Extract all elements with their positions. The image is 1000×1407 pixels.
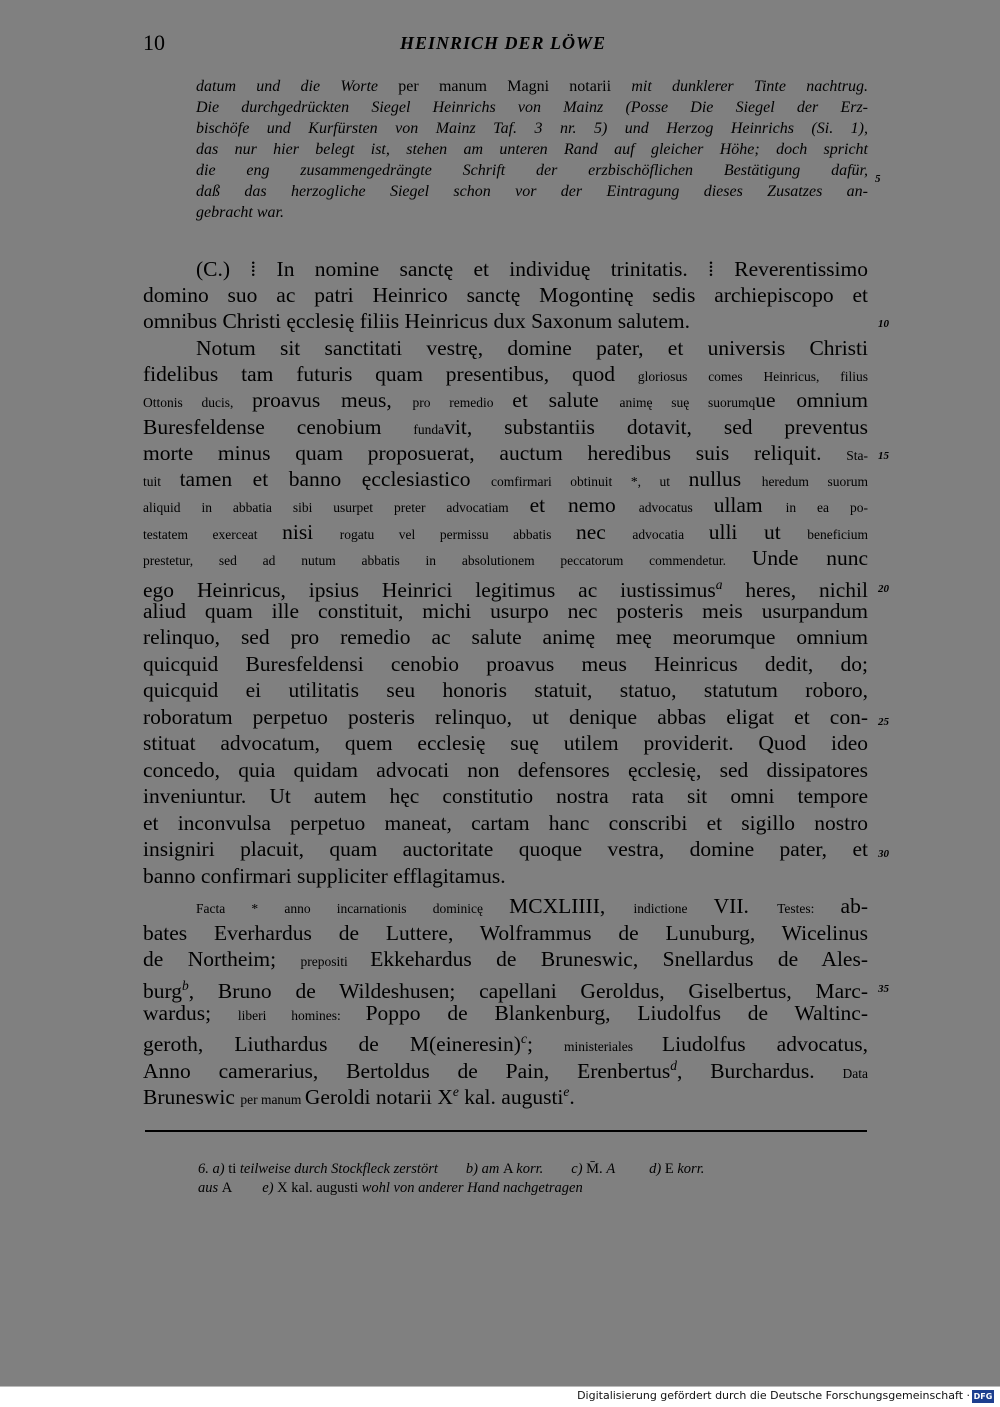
- commentary-line: gebracht war.: [196, 204, 284, 221]
- text-line: insigniri placuit, quam auctoritate quoque vestra, domine pater, et: [143, 837, 868, 861]
- line-number: 35: [878, 983, 889, 995]
- footnote-rule: [145, 1130, 867, 1132]
- text-line: inveniuntur. Ut autem hęc constitutio nostra rata sit omni tempore: [143, 784, 868, 808]
- text-line: quicquid ei utilitatis seu honoris statuit, statuo, statutum roboro,: [143, 678, 868, 702]
- text-line: burg$^b$, Bruno de Wildeshusen; capellani Geroldus, Giselbertus, Marc-: [143, 978, 868, 1004]
- text-line: domino suo ac patri Heinrico sanctę Mogontinę sedis archiepiscopo et: [143, 283, 868, 307]
- text-line: relinquo, sed pro remedio ac salute animę meę meorumque omnium: [143, 625, 868, 649]
- text-line: et inconvulsa perpetuo maneat, cartam hanc conscribi et sigillo nostro: [143, 811, 868, 835]
- commentary-line: Die durchgedrückten Siegel Heinrichs von Mainz (Posse Die Siegel der Erz-: [196, 99, 868, 116]
- footnote-line: 6. a) ti teilweise durch Stockfleck zerstört b) am A korr. c) M̄. A d) E korr.: [198, 1161, 705, 1177]
- text-line: (C.) ⁞ In nomine sanctę et individuę trinitatis. ⁞ Reverentissimo: [196, 257, 868, 281]
- text-line: roboratum perpetuo posteris relinquo, ut denique abbas eligat et con-: [143, 705, 868, 729]
- text-line: concedo, quia quidam advocati non defensores ęcclesię, sed dissipatores: [143, 758, 868, 782]
- footnote-line: aus A e) X kal. augusti wohl von anderer Hand nachgetragen: [198, 1180, 583, 1196]
- credit-bar: [0, 1386, 1000, 1407]
- credit-text: Digitalisierung gefördert durch die Deutsche Forschungsgemeinschaft ·: [577, 1389, 970, 1402]
- commentary-line: die eng zusammengedrängte Schrift der erzbischöflichen Bestätigung dafür,: [196, 162, 868, 179]
- text-line: fidelibus tam futuris quam presentibus, quod gloriosus comes Heinricus, filius: [143, 362, 868, 386]
- text-line: Facta * anno incarnationis dominicę MCXLIIII, indictione VII. Testes: ab-: [196, 894, 868, 918]
- text-line: omnibus Christi ęcclesię filiis Heinricus dux Saxonum salutem.: [143, 309, 690, 333]
- text-line: morte minus quam proposuerat, auctum heredibus suis reliquit. Sta-: [143, 441, 868, 465]
- text-line: stituat advocatum, quem ecclesię suę utilem providerit. Quod ideo: [143, 731, 868, 755]
- text-line: aliud quam ille constituit, michi usurpo nec posteris meis usurpandum: [143, 599, 868, 623]
- commentary-line: daß das herzogliche Siegel schon vor der Eintragung dieses Zusatzes an-: [196, 183, 868, 200]
- text-line: banno confirmari suppliciter efflagitamus.: [143, 864, 506, 888]
- commentary-line: das nur hier belegt ist, stehen am unteren Rand auf gleicher Höhe; doch spricht: [196, 141, 868, 158]
- text-line: quicquid Buresfeldensi cenobio proavus meus Heinricus dedit, do;: [143, 652, 868, 676]
- text-line: bates Everhardus de Luttere, Wolframmus de Lunuburg, Wicelinus: [143, 921, 868, 945]
- text-line: de Northeim; prepositi Ekkehardus de Bruneswic, Snellardus de Ales-: [143, 947, 868, 971]
- line-number: 30: [878, 848, 889, 860]
- text-line: Buresfeldense cenobium fundavit, substantiis dotavit, sed preventus: [143, 415, 868, 439]
- line-number: 10: [878, 318, 889, 330]
- commentary-line: bischöfe und Kurfürsten von Mainz Taf. 3 nr. 5) und Herzog Heinrichs (Si. 1),: [196, 120, 868, 137]
- running-head: HEINRICH DER LÖWE: [400, 33, 607, 53]
- line-number: 20: [878, 583, 889, 595]
- commentary-line: datum und die Worte per manum Magni notarii mit dunklerer Tinte nachtrug.: [196, 78, 868, 95]
- text-line: Notum sit sanctitati vestrę, domine pater, et universis Christi: [196, 336, 868, 360]
- text-line: Anno camerarius, Bertoldus de Pain, Erenbertus$^d$, Burchardus. Data: [143, 1058, 868, 1084]
- text-line: ego Heinricus, ipsius Heinrici legitimus ac iustissimus$^a$ heres, nichil: [143, 577, 869, 603]
- line-number: 25: [878, 716, 889, 728]
- line-number: 15: [878, 450, 889, 462]
- text-line: Bruneswic per manum Geroldi notarii Xe kal. augusti$^e$.: [143, 1084, 575, 1110]
- line-number: 5: [875, 173, 881, 185]
- text-line: Ottonis ducis, proavus meus, pro remedio et salute animę suę suorumque omnium: [143, 388, 868, 412]
- text-line: geroth, Liuthardus de M(eineresin)$^c$; ministeriales Liudolfus advocatus,: [143, 1031, 869, 1057]
- text-line: testatem exerceat nisi rogatu vel permissu abbatis nec advocatia ulli ut beneficium: [143, 520, 868, 544]
- text-line: aliquid in abbatia sibi usurpet preter advocatiam et nemo advocatus ullam in ea po-: [143, 493, 868, 517]
- page-number: 10: [143, 30, 165, 55]
- dfg-logo: DFG: [973, 1392, 993, 1401]
- text-line: tuit tamen et banno ęcclesiastico comfirmari obtinuit *, ut nullus heredum suorum: [143, 467, 868, 491]
- text-line: prestetur, sed ad nutum abbatis in absolutionem peccatorum commendetur. Unde nunc: [143, 546, 868, 570]
- text-line: wardus; liberi homines: Poppo de Blankenburg, Liudolfus de Waltinc-: [143, 1001, 868, 1025]
